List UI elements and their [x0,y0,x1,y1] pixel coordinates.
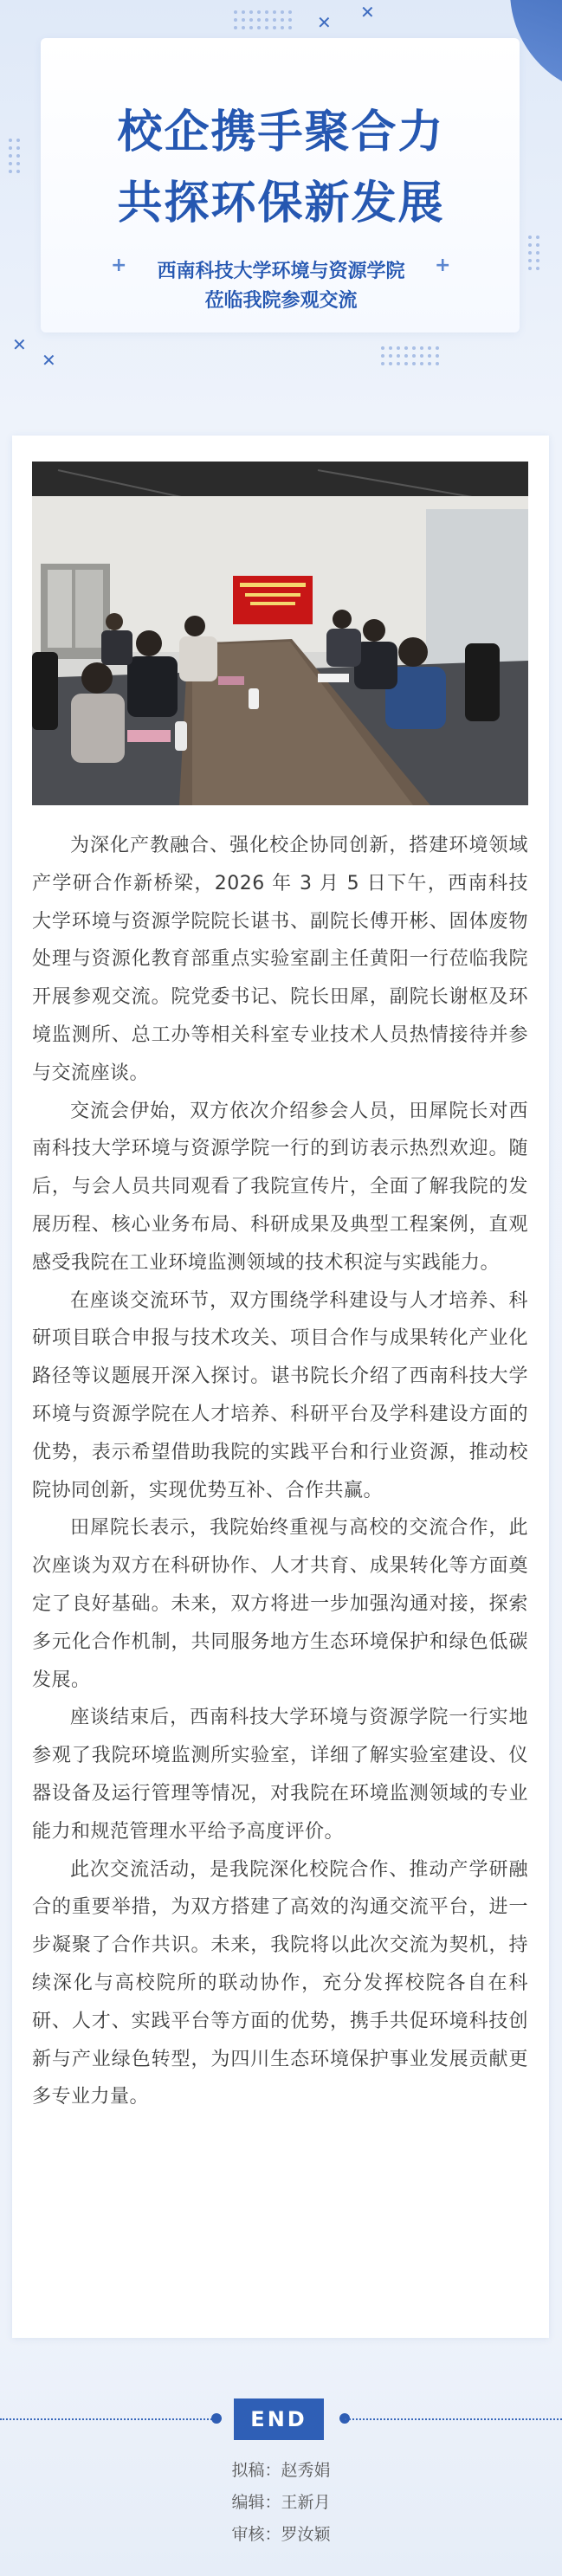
cross-icon: ✕ [42,350,56,371]
article-paragraph: 为深化产教融合、强化校企协同创新，搭建环境领域产学研合作新桥梁，2026 年 3 月 5 日下午，西南科技大学环境与资源学院院长谌书、副院长傅开彬、固体废物处理与资源化教育部重点实验室副主任黄阳一行莅临我院开展参观交流。院党委书记、院长田犀，副院长谢枢及环境监测所、总工办等相关科室专业技术人员热情接待并参与交流座谈。 [32,835,528,1084]
end-divider-dot [211,2413,222,2424]
cross-icon: ✕ [317,12,332,33]
end-divider-left [0,2418,218,2420]
meeting-photo [32,462,528,805]
end-badge: END [234,2398,324,2440]
dot-grid-decoration [381,346,439,365]
page-title-line2: 共探环保新发展 [117,178,445,229]
credit-reviewer: 审核：罗汝颖 [231,2525,331,2544]
article-paragraph: 在座谈交流环节，双方围绕学科建设与人才培养、科研项目联合申报与技术攻关、项目合作与成果转化产业化路径等议题展开深入探讨。谌书院长介绍了西南科技大学环境与资源学院在人才培养、科研平台及学科建设方面的优势，表示希望借助我院的实践平台和行业资源，推动校院协同创新，实现优势互补、合作共赢。 [32,1289,528,1501]
credit-editor: 编辑：王新月 [231,2493,331,2512]
subtitle-line2: 莅临我院参观交流 [204,290,358,312]
article-paragraph: 此次交流活动，是我院深化校院合作、推动产学研融合的重要举措，为双方搭建了高效的沟通交流平台，进一步凝聚了合作共识。未来，我院将以此次交流为契机，持续深化与高校院所的联动协作，充分发挥校院各自在科研、人才、实践平台等方面的优势，携手共促环境科技创新与产业绿色转型，为四川生态环境保护事业发展贡献更多专业力量。 [32,1858,528,2108]
article-paragraph: 交流会伊始，双方依次介绍参会人员，田犀院长对西南科技大学环境与资源学院一行的到访表示热烈欢迎。随后，与会人员共同观看了我院宣传片，全面了解我院的发展历程、核心业务布局、科研成果及典型工程案例，直观感受我院在工业环境监测领域的技术积淀与实践能力。 [32,1100,528,1274]
article-paragraph: 座谈结束后，西南科技大学环境与资源学院一行实地参观了我院环境监测所实验室，详细了解实验室建设、仪器设备及运行管理等情况，对我院在环境监测领域的专业能力和规范管理水平给予高度评价。 [32,1707,528,1843]
article-paragraph: 田犀院长表示，我院始终重视与高校的交流合作，此次座谈为双方在科研协作、人才共育、成果转化等方面奠定了良好基础。未来，双方将进一步加强沟通对接，探索多元化合作机制，共同服务地方生态环境保护和绿色低碳发展。 [32,1517,528,1691]
article-body [32,827,528,2116]
plus-icon: + [111,255,127,276]
cross-icon: ✕ [360,2,375,23]
credit-drafter: 拟稿：赵秀娟 [231,2461,331,2480]
end-divider-right [345,2418,562,2420]
dot-grid-decoration [234,10,292,29]
subtitle-line1: 西南科技大学环境与资源学院 [157,261,405,282]
article-card [12,436,549,2338]
page-title-line1: 校企携手聚合力 [117,107,445,158]
cross-icon: ✕ [12,334,27,355]
plus-icon: + [435,255,451,276]
